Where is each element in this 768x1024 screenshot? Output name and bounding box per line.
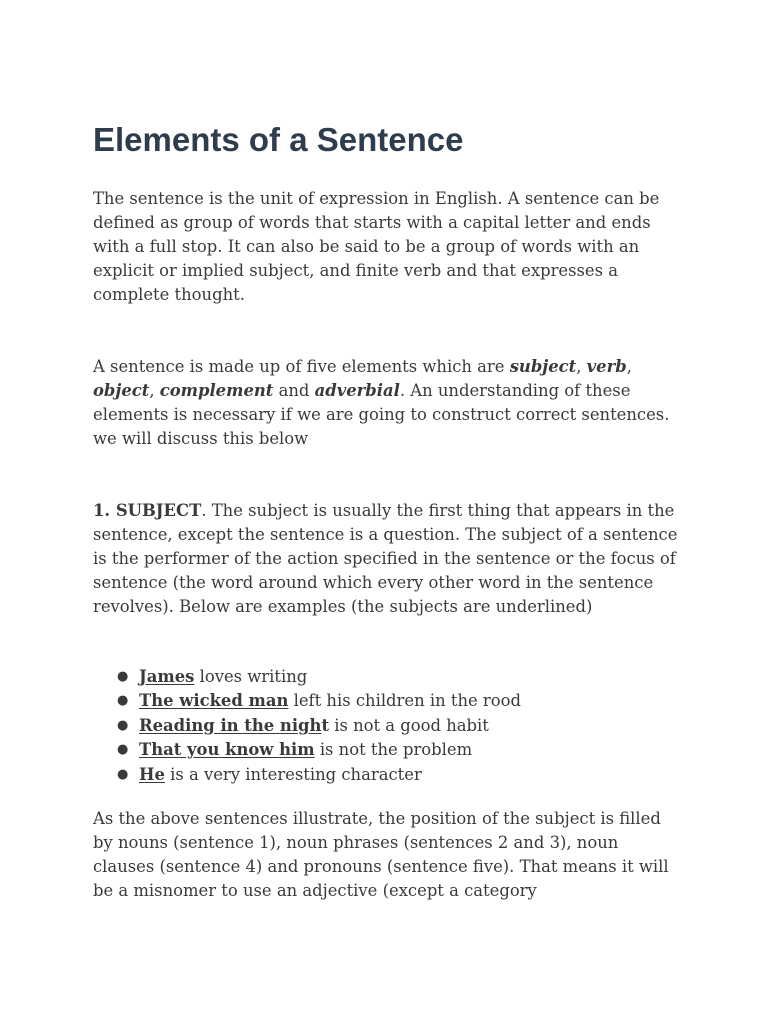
underlined-subject: James (139, 667, 195, 686)
elements-separator: , (626, 357, 632, 376)
subject-section (93, 499, 683, 619)
elements-paragraph (93, 355, 683, 451)
element-subject: subject (509, 357, 577, 376)
bullet-icon: ● (117, 766, 129, 782)
underlined-subject: He (139, 764, 165, 784)
closing-paragraph: As the above sentences illustrate, the position of the subject is filled by nouns (sentence 1), noun phrases (sentences 2 and 3), noun clauses (sentence 4) and pronouns (sentence five). That means it will be a misnomer to use an adjective (except a category (93, 809, 669, 901)
example-rest: left his children in the rood (288, 691, 521, 711)
subject-heading: 1. SUBJECT (93, 501, 202, 520)
example-rest: is not the problem (314, 740, 473, 760)
elements-text-before: A sentence is made up of five elements which are (93, 357, 510, 376)
underlined-subject: That you know him (139, 740, 315, 760)
page-title: Elements of a Sentence (93, 121, 464, 158)
list-item (117, 665, 683, 689)
document-page (93, 120, 683, 903)
list-item (117, 738, 683, 762)
subject-text: . The subject is usually the first thing that appears in the sentence, except the sentence is a question. The subject of a sentence is the performer of the action specified in the sentence or the focus of sentence (the word around which every other word in the sentence revolves). Below are examples (the subjects are underlined) (93, 501, 678, 616)
elements-separator: and (273, 381, 315, 400)
subject-tail: t (321, 715, 330, 735)
example-rest: loves writing (194, 667, 308, 686)
underlined-subject: Reading in the nigh (139, 715, 322, 735)
example-rest: is a very interesting character (164, 764, 422, 784)
bullet-icon: ● (117, 669, 129, 684)
elements-text-after: . An understanding of these elements is necessary if we are going to construct correct sentences. we will discuss this below (93, 381, 670, 448)
elements-separator: , (576, 357, 587, 376)
list-item (117, 763, 683, 787)
element-object: object (93, 381, 150, 400)
example-rest: is not a good habit (329, 715, 489, 735)
elements-separator: , (149, 381, 160, 400)
examples-list (93, 665, 683, 787)
intro-paragraph: The sentence is the unit of expression in English. A sentence can be defined as group of words that starts with a capital letter and ends with a full stop. It can also be said to be a group of words with an explicit or implied subject, and finite verb and that expresses a complete thought. (93, 189, 660, 304)
element-adverbial: adverbial (314, 381, 400, 400)
underlined-subject: The wicked man (139, 691, 289, 711)
bullet-icon: ● (117, 742, 129, 758)
bullet-icon: ● (117, 693, 129, 709)
element-complement: complement (159, 381, 274, 400)
list-item (117, 689, 683, 713)
list-item (117, 714, 683, 738)
bullet-icon: ● (117, 717, 129, 733)
element-verb: verb (586, 357, 627, 376)
